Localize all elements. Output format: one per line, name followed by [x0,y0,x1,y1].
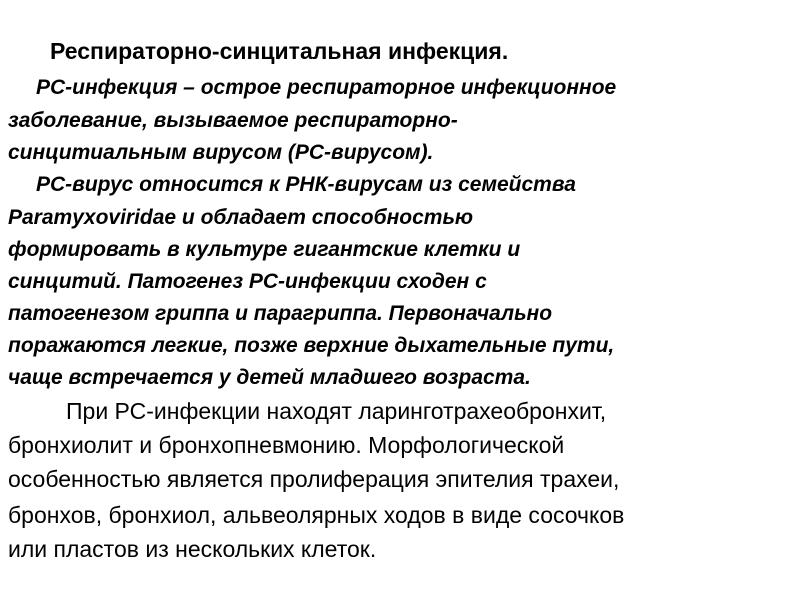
paragraph-1-line-3: синцитиальным вирусом (РС-вирусом). [8,141,434,164]
paragraph-2-line-5: патогенезом гриппа и парагриппа. Первоначально [8,302,553,325]
paragraph-1-line-2: заболевание, вызываемое респираторно- [8,109,458,132]
paragraph-3-line-1: При РС-инфекции находят ларинготрахеобронхит, [66,398,607,424]
paragraph-3-line-3: особенностью является пролиферация эпителия трахеи, [8,466,620,492]
paragraph-2-line-2: Paramyxoviridae и обладает способностью [8,206,474,229]
paragraph-1-line-1: РС-инфекция – острое респираторное инфекционное [36,76,617,99]
paragraph-2-line-6: поражаются легкие, позже верхние дыхательные пути, [8,334,615,357]
paragraph-2-line-4: синцитий. Патогенез РС-инфекции сходен с [8,270,487,293]
paragraph-2-line-1: РС-вирус относится к РНК-вирусам из семейства [36,173,576,196]
paragraph-2-line-7: чаще встречается у детей младшего возраста. [8,366,531,389]
slide-title: Респираторно-синцитальная инфекция. [50,38,509,64]
paragraph-3-line-4: бронхов, бронхиол, альвеолярных ходов в виде сосочков [8,502,625,528]
paragraph-3-line-2: бронхиолит и бронхопневмонию. Морфологической [8,432,565,458]
paragraph-2-line-3: формировать в культуре гигантские клетки и [8,238,521,261]
paragraph-3-line-5: или пластов из нескольких клеток. [8,536,377,562]
